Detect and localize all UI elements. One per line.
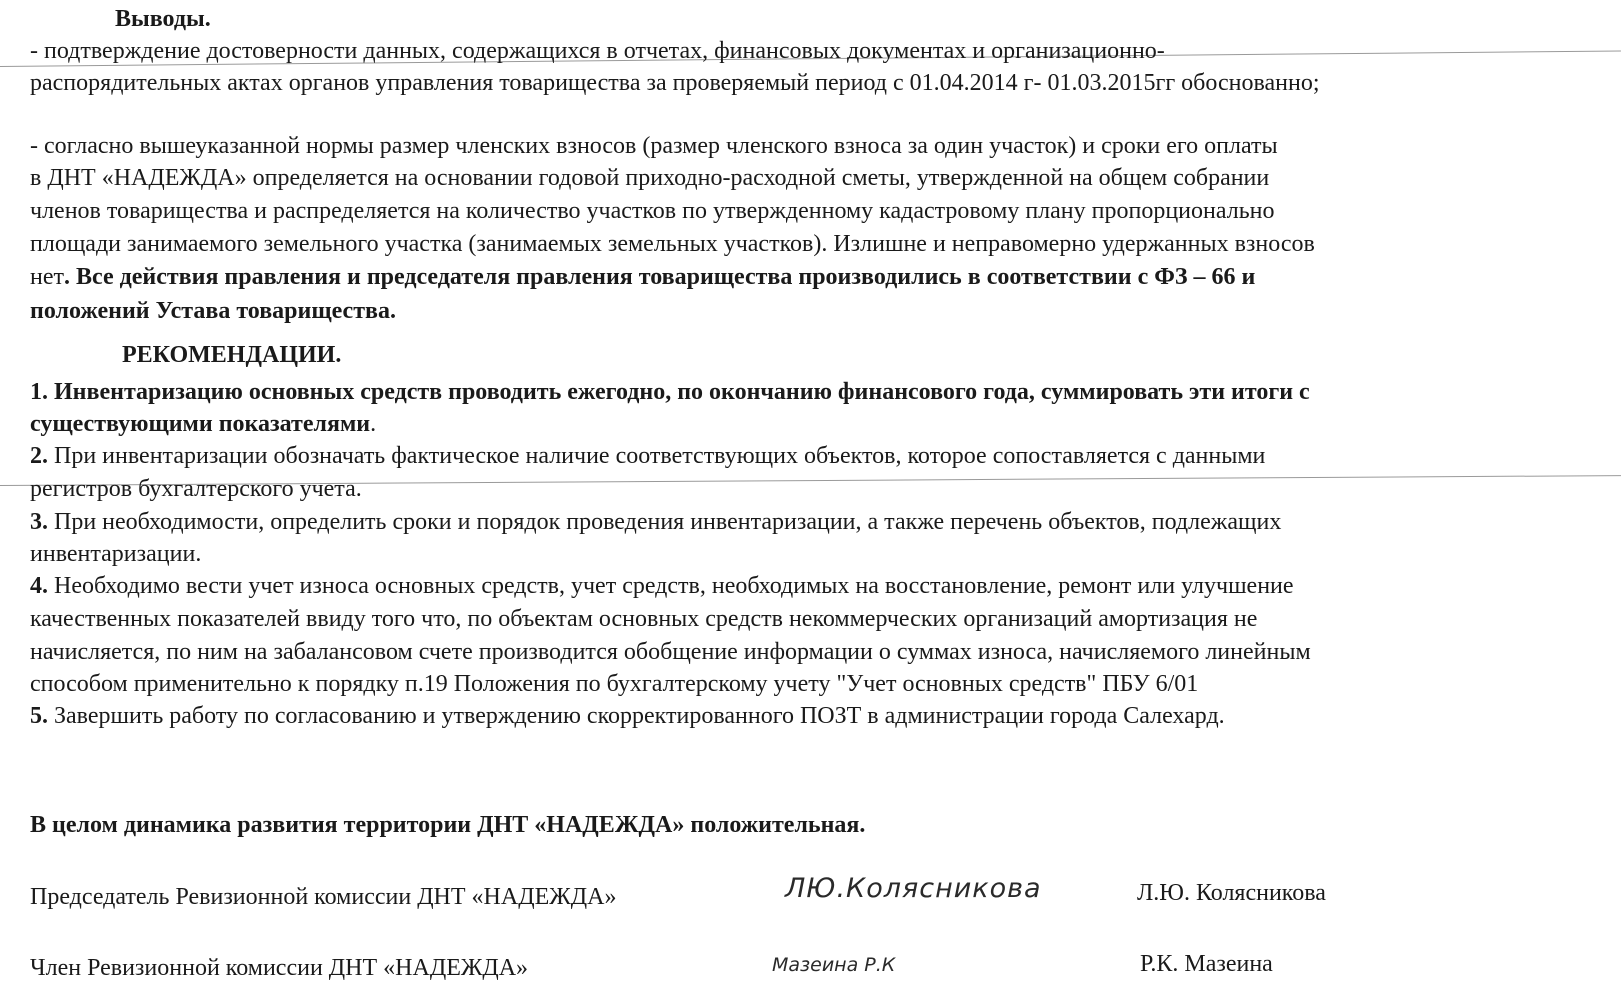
recommendation-4-line-2: качественных показателей ввиду того что, по объектам основных средств некоммерческих организаций амортизация не — [30, 606, 1258, 632]
handwritten-signature-chairman: ЛЮ.Колясникова — [785, 873, 1042, 904]
recommendation-1-line-1: 1. Инвентаризацию основных средств проводить ежегодно, по окончанию финансового года, суммировать эти итоги с — [30, 379, 1310, 405]
recommendation-3-line-2: инвентаризации. — [30, 541, 202, 567]
conclusion-1-line-2: распорядительных актах органов управления товарищества за проверяемый период с 01.04.2014 г- 01.03.2015гг обоснованно; — [30, 70, 1320, 96]
conclusion-2-line-2: в ДНТ «НАДЕЖДА» определяется на основании годовой приходно-расходной сметы, утвержденной на общем собрании — [30, 165, 1270, 191]
signature-role-member: Член Ревизионной комиссии ДНТ «НАДЕЖДА» — [30, 955, 529, 981]
recommendation-number: 5. — [30, 703, 48, 729]
recommendation-3-line-1 — [30, 507, 1281, 537]
signature-name-chairman: Л.Ю. Колясникова — [1137, 880, 1326, 906]
recommendation-text-bold: существующими показателями — [30, 411, 371, 437]
handwritten-signature-member: Мазеина Р.К — [772, 954, 896, 976]
conclusion-2-line-3: членов товарищества и распределяется на количество участков по утвержденному кадастровому плану пропорционально — [30, 198, 1275, 224]
recommendations-heading: РЕКОМЕНДАЦИИ. — [122, 342, 342, 368]
recommendation-text: Необходимо вести учет износа основных средств, учет средств, необходимых на восстановление, ремонт или улучшение — [48, 573, 1294, 599]
conclusion-text: нет — [30, 264, 64, 290]
recommendation-number: 4. — [30, 573, 48, 599]
conclusion-2-line-4: площади занимаемого земельного участка (занимаемых земельных участков). Излишне и неправомерно удержанных взносов — [30, 231, 1315, 257]
signature-name-member: Р.К. Мазеина — [1140, 951, 1273, 977]
conclusion-1-line-1: - подтверждение достоверности данных, содержащихся в отчетах, финансовых документах и организационно- — [30, 38, 1165, 64]
summary-statement: В целом динамика развития территории ДНТ «НАДЕЖДА» положительная. — [30, 812, 866, 838]
recommendation-text: При инвентаризации обозначать фактическое наличие соответствующих объектов, которое сопоставляется с данными — [48, 443, 1266, 469]
conclusion-2-line-5 — [30, 262, 1255, 292]
recommendation-2-line-1 — [30, 441, 1265, 471]
conclusion-text-bold: . Все действия правления и председателя правления товарищества производились в соответствии с ФЗ – 66 и — [63, 264, 1256, 290]
signature-role-chairman: Председатель Ревизионной комиссии ДНТ «НАДЕЖДА» — [30, 884, 617, 910]
recommendation-2-line-2: регистров бухгалтерского учета. — [30, 476, 362, 502]
recommendation-1-line-2 — [30, 409, 376, 439]
recommendation-4-line-1 — [30, 571, 1294, 601]
recommendation-4-line-4: способом применительно к порядку п.19 Положения по бухгалтерскому учету "Учет основных средств" ПБУ 6/01 — [30, 671, 1199, 697]
conclusions-heading: Выводы. — [115, 6, 211, 32]
recommendation-text: . — [370, 411, 377, 437]
conclusion-2-line-6: положений Устава товарищества. — [30, 298, 396, 324]
conclusion-2-line-1: - согласно вышеуказанной нормы размер членских взносов (размер членского взноса за один участок) и сроки его оплаты — [30, 133, 1278, 159]
recommendation-5-line-1 — [30, 701, 1225, 731]
recommendation-4-line-3: начисляется, по ним на забалансовом счете производится обобщение информации о суммах износа, начисляемого линейным — [30, 639, 1311, 665]
recommendation-text: При необходимости, определить сроки и порядок проведения инвентаризации, а также перечень объектов, подлежащих — [48, 509, 1282, 535]
recommendation-number: 2. — [30, 443, 48, 469]
recommendation-number: 3. — [30, 509, 48, 535]
recommendation-text: Завершить работу по согласованию и утверждению скорректированного ПОЗТ в администрации города Салехард. — [48, 703, 1225, 729]
